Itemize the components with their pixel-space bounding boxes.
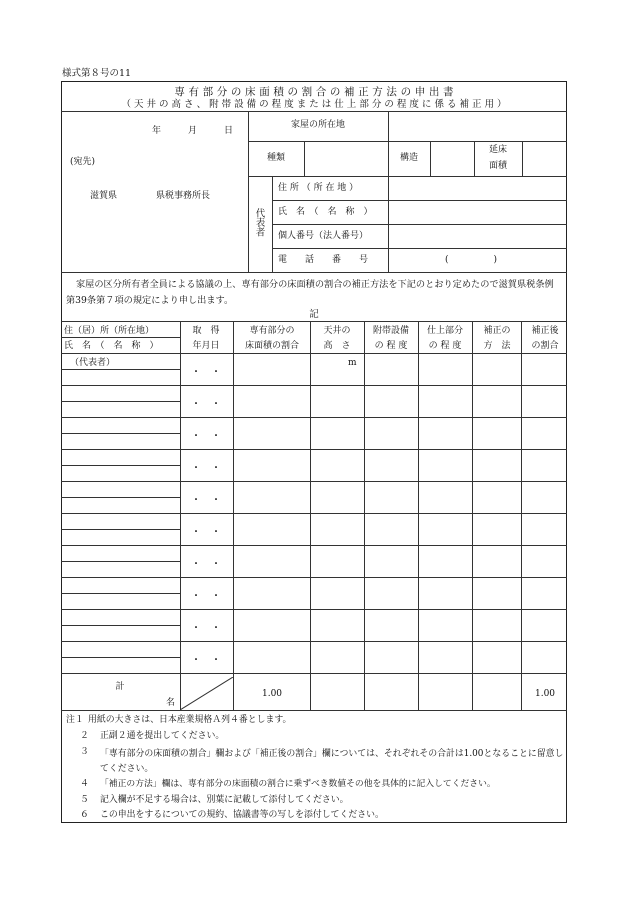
table-column-line xyxy=(364,321,365,710)
line-header-bottom xyxy=(61,272,567,273)
date-day-label: 日 xyxy=(224,126,234,136)
line-rep-address-bottom xyxy=(272,200,567,201)
date-dots-9: ・ ・ xyxy=(191,623,221,634)
structure-label: 構造 xyxy=(399,153,419,163)
note-1-text: 用紙の大きさは、日本産業規格Ａ列４番とします。 xyxy=(88,715,292,725)
col-header-acquired-1: 取 得 xyxy=(192,326,220,336)
note-5-number: ５ xyxy=(80,795,89,805)
col-header-ratio-2: 床面積の割合 xyxy=(244,341,300,351)
col-header-equipment-2: の 程 度 xyxy=(374,341,408,351)
table-header-bottom xyxy=(61,353,567,354)
id-number-label: 個人番号（法人番号） xyxy=(278,231,369,241)
note-3-text: 「専有部分の床面積の割合」欄および「補正後の割合」欄については、それぞれその合計は1.00となることに留意してください。 xyxy=(100,749,564,774)
table-row-split xyxy=(61,401,180,402)
note-3-number: ３ xyxy=(80,747,89,757)
line-structure-label-right xyxy=(430,141,431,176)
table-header-name-split xyxy=(61,337,180,338)
table-row-line xyxy=(61,481,567,482)
date-year-label: 年 xyxy=(152,126,162,136)
col-header-acquired-2: 年月日 xyxy=(192,341,220,351)
col-header-height-2: 高 さ xyxy=(323,341,351,351)
table-row-split xyxy=(61,561,180,562)
declaration-paragraph: 家屋の区分所有者全員による協議の上、専有部分の床面積の割合の補正方法を下記のとおり定めたので滋賀県税条例第39条第７項の規定により申し出ます。 xyxy=(66,279,554,306)
note-2-text: 正副２通を提出してください。 xyxy=(100,731,225,741)
date-dots-10: ・ ・ xyxy=(191,655,221,666)
table-totals-bottom xyxy=(61,710,567,711)
table-row-split xyxy=(61,657,180,658)
type-label: 種類 xyxy=(266,153,286,163)
table-row-line xyxy=(61,545,567,546)
representative-label: 代表者 xyxy=(253,208,265,237)
phone-area-code-paren: ( ) xyxy=(444,255,498,265)
table-row-line xyxy=(61,513,567,514)
col-header-address: 住（居）所（所在地） xyxy=(64,326,155,336)
table-column-line xyxy=(180,321,181,710)
floor-area-label-line1: 延床 xyxy=(488,145,508,155)
table-row-split xyxy=(61,433,180,434)
line-header-divider xyxy=(248,111,249,272)
prefecture-name: 滋賀県 xyxy=(90,191,118,201)
table-row-split xyxy=(61,465,180,466)
line-location-bottom xyxy=(248,141,567,142)
name-label: 氏 名 （ 名 称 ） xyxy=(278,207,373,217)
col-header-method-1: 補正の xyxy=(483,326,511,336)
addressee-label: (宛先) xyxy=(70,157,96,167)
office-name: 県税事務所長 xyxy=(156,191,211,201)
floor-area-label-line2: 面積 xyxy=(488,161,508,171)
table-row-line xyxy=(61,577,567,578)
table-row-split xyxy=(61,529,180,530)
col-header-finish-1: 仕上部分 xyxy=(426,326,464,336)
table-row-split xyxy=(61,497,180,498)
line-rep-id-bottom xyxy=(272,248,567,249)
height-unit: m xyxy=(348,358,357,368)
note-4-number: ４ xyxy=(80,779,89,789)
table-row-split xyxy=(61,369,180,370)
table-row-line xyxy=(61,449,567,450)
form-title: 専 有 部 分 の 床 面 積 の 割 合 の 補 正 方 法 の 申 出 書 xyxy=(174,86,454,98)
ki-label: 記 xyxy=(309,309,319,320)
table-row-line xyxy=(61,673,567,674)
table-column-line xyxy=(310,321,311,710)
table-column-line xyxy=(521,321,522,710)
note-4-text: 「補正の方法」欄は、専有部分の床面積の割合に乗ずべき数値その他を具体的に記入してください。 xyxy=(100,779,496,789)
representative-row-label: （代表者） xyxy=(70,358,116,368)
date-dots-5: ・ ・ xyxy=(191,495,221,506)
col-header-name: 氏 名 （ 名 称 ） xyxy=(64,341,159,351)
note-2-number: ２ xyxy=(80,731,89,741)
total-label: 計 xyxy=(115,682,125,692)
date-dots-7: ・ ・ xyxy=(191,559,221,570)
col-header-finish-2: の 程 度 xyxy=(428,341,462,351)
line-structure-value-right xyxy=(474,141,475,176)
date-dots-2: ・ ・ xyxy=(191,399,221,410)
col-header-equipment-1: 附帯設備 xyxy=(372,326,410,336)
table-column-line xyxy=(418,321,419,710)
total-after-value: 1.00 xyxy=(534,689,556,699)
table-top-line xyxy=(61,321,567,322)
table-column-line xyxy=(233,321,234,710)
col-header-method-2: 方 法 xyxy=(483,341,511,351)
date-dots-1: ・ ・ xyxy=(191,367,221,378)
table-row-split xyxy=(61,625,180,626)
line-location-label-right xyxy=(388,111,389,141)
date-dots-8: ・ ・ xyxy=(191,591,221,602)
line-below-title xyxy=(61,111,567,112)
line-type-value-right xyxy=(388,141,389,176)
address-label: 住 所 （ 所 在 地 ） xyxy=(278,183,359,193)
date-dots-6: ・ ・ xyxy=(191,527,221,538)
line-rep-name-bottom xyxy=(272,224,567,225)
date-dots-3: ・ ・ xyxy=(191,431,221,442)
note-6-text: この申出をするについての規約、協議書等の写しを添付してください。 xyxy=(100,810,384,820)
table-row-line xyxy=(61,609,567,610)
line-type-bottom xyxy=(248,176,567,177)
note-1-number: 注１ xyxy=(66,715,84,725)
line-floor-label-right xyxy=(522,141,523,176)
form-number: 様式第８号の11 xyxy=(62,68,132,79)
form-subtitle: （ 天 井 の 高 さ 、 附 帯 設 備 の 程 度 ま た は 仕 上 部 分 の 程 度 に 係 る 補 正 用 ） xyxy=(121,99,507,110)
date-dots-4: ・ ・ xyxy=(191,463,221,474)
line-type-label-right xyxy=(304,141,305,176)
total-diagonal-slash xyxy=(180,677,233,710)
note-6-number: ６ xyxy=(80,810,89,820)
note-5-text: 記入欄が不足する場合は、別葉に記載して添付してください。 xyxy=(100,795,349,805)
col-header-ratio-1: 専有部分の xyxy=(249,326,295,336)
col-header-height-1: 天井の xyxy=(323,326,351,336)
table-row-line xyxy=(61,417,567,418)
col-header-after-1: 補正後 xyxy=(531,326,559,336)
date-month-label: 月 xyxy=(188,126,198,136)
phone-label: 電 話 番 号 xyxy=(278,255,369,265)
table-row-line xyxy=(61,385,567,386)
table-row-split xyxy=(61,593,180,594)
table-column-line xyxy=(472,321,473,710)
col-header-after-2: の割合 xyxy=(531,341,559,351)
location-label: 家屋の所在地 xyxy=(290,120,346,130)
total-ratio-value: 1.00 xyxy=(261,689,283,699)
table-row-line xyxy=(61,641,567,642)
total-name-label: 名 xyxy=(166,698,176,708)
